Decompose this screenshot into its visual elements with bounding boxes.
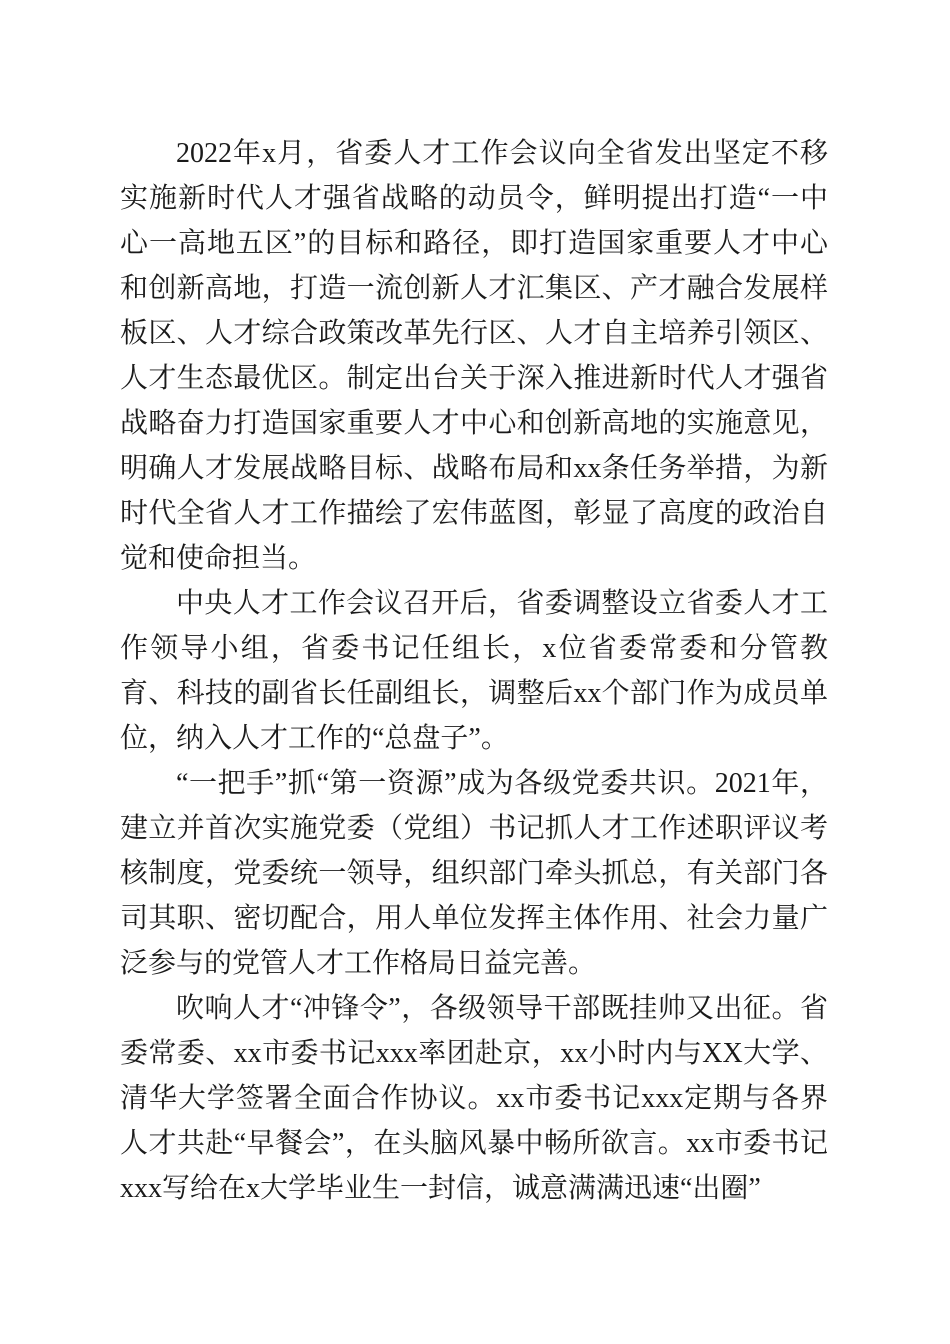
paragraph-charge-call: 吹响人才“冲锋令”，各级领导干部既挂帅又出征。省委常委、xx市委书记xxx率团赴京，xx小时内与XX大学、清华大学签署全面合作协议。xx市委书记xxx定期与各界人才共赴“早餐会”，在头脑风暴中畅所欲言。xx市委书记xxx写给在x大学毕业生一封信，诚意满满迅速“出圈” <box>120 993 828 1204</box>
paragraph-mobilization-order: 2022年x月，省委人才工作会议向全省发出坚定不移实施新时代人才强省战略的动员令，鲜明提出打造“一中心一高地五区”的目标和路径，即打造国家重要人才中心和创新高地，打造一流创新人才汇集区、产才融合发展样板区、人才综合政策改革先行区、人才自主培养引领区、人才生态最优区。制定出台关于深入推进新时代人才强省战略奋力打造国家重要人才中心和创新高地的实施意见，明确人才发展战略目标、战略布局和xx条任务举措，为新时代全省人才工作描绘了宏伟蓝图，彰显了高度的政治自觉和使命担当。 <box>120 138 828 574</box>
paragraph-first-resource: “一把手”抓“第一资源”成为各级党委共识。2021年，建立并首次实施党委（党组）书记抓人才工作述职评议考核制度，党委统一领导，组织部门牵头抓总，有关部门各司其职、密切配合，用人单位发挥主体作用、社会力量广泛参与的党管人才工作格局日益完善。 <box>120 768 828 979</box>
paragraph-leading-group: 中央人才工作会议召开后，省委调整设立省委人才工作领导小组，省委书记任组长，x位省委常委和分管教育、科技的副省长任副组长，调整后xx个部门作为成员单位，纳入人才工作的“总盘子”。 <box>120 588 828 754</box>
